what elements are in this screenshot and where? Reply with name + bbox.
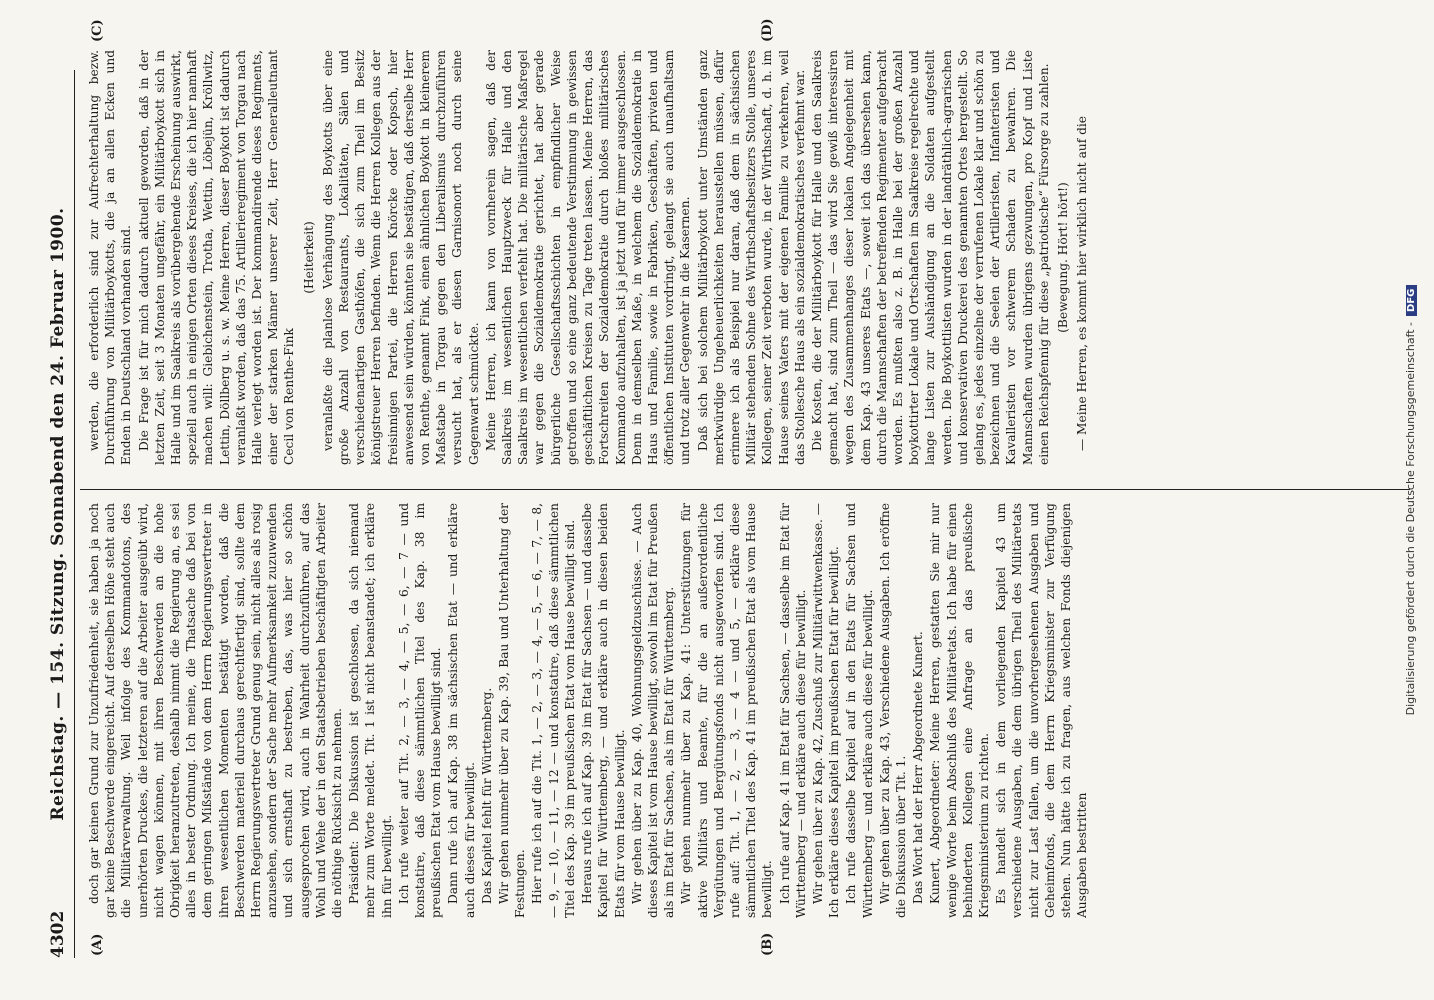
paragraph: Kunert, Abgeordneter: Meine Herren, gestatten Sie mir nur wenige Worte beim Abschluß des Militäretats. Ich habe für einen behinderten Kollegen eine Anfrage an das preußische Kriegsministerium zu richten. (928, 503, 991, 918)
paragraph: werden, die erforderlich sind zur Aufrechterhaltung bezw. Durchführung von Militärboykotts, die ja an allen Ecken und Enden in Deutschland vorhanden sind. (87, 50, 134, 465)
paragraph: — Meine Herren, es kommt hier wirklich nicht auf die (1075, 116, 1090, 451)
dfg-logo: DFG (1406, 285, 1417, 316)
left-column (86, 503, 1406, 918)
paragraph: Wir gehen über zu Kap. 42, Zuschuß zur Militärwittwenkasse. — Ich erkläre dieses Kapitel im preußischen Etat für bewilligt. (810, 503, 842, 918)
paragraph: Die Kosten, die der Militärboykott für Halle und den Saalkreis gemacht hat, sind zum Theil — das wird Sie gewiß interessiren wegen des Zusammenhanges dieser lokalen Angelegenheit mit dem Kap. 43 unseres Etats —, soweit ich das übersehen kann, durch die Mannschaften der betreffenden Regimenter aufgebracht worden. Es mußten also z. B. in Halle bei der großen Anzahl boykottirter Lokale und Ortschaften im Saalkreise regelrechte und lange Listen zur Aushändigung an die Soldaten aufgestellt werden. Die Boykottlisten wurden in der landräthlich-agrarischen und konservativen Druckerei des genannten Ortes hergestellt. So gelang es, jedes einzelne der verrufenen Lokale klar und schön zu bezeichnen und die Seelen der Artilleristen, Infanteristen und Kavalleristen vor schwerem Schaden zu bewahren. Die Mannschaften wurden übrigens gezwungen, pro Kopf und Liste einen Reichspfennig für diese „patriotische“ Fürsorge zu zahlen. (809, 50, 1051, 465)
paragraph: Wir gehen über zu Kap. 43, Verschiedene Ausgaben. Ich eröffne die Diskussion über Tit. 1. (877, 503, 908, 918)
paragraph: Wir gehen nunmehr über zu Kap. 39, Bau und Unterhaltung der Festungen. (497, 503, 528, 918)
interjection: (Bewegung. Hört! hört!) (1055, 182, 1070, 333)
paragraph: Das Kapitel fehlt für Württemberg. (479, 687, 494, 904)
paragraph: veranlaßte die planlose Verhängung des Boykotts über eine große Anzahl von Restaurants, Lokalitäten, Sälen und verschiedenartigen Gasthöfen, die sich zum Theil im Besitz königstreuer Herren befinden. Wenn die Herren Kollegen aus der freisinnigen Partei, die Herren Knörcke oder Kopsch, hier anwesend sein würden, könnten sie bestätigen, daß derselbe Herr von Renthe, genannt Fink, einen ähnlichen Boykott in kleinerem Maßstabe in Torgau gegen den Liberalismus durchzuführen versucht hat, als er diesen Garnisonort noch durch seine Gegenwart schmückte. (320, 50, 481, 465)
interjection: (Heiterkeit) (301, 221, 316, 294)
margin-marker-c: (C) (90, 19, 105, 42)
paragraph: Daß sich bei solchem Militärboykott unter Umständen ganz merkwürdige Ungeheuerlichkeiten herausstellen müssen, dafür erinnere ich als Beispiel nur daran, daß dem in sächsischen Militär stehenden Sohne des Wirthschaftsbesitzers Stolle, unseres Kollegen, seiner Zeit verboten wurde, in der Wirthschaft, d. h. im Hause seines Vaters mit der eigenen Familie zu verkehren, weil das Stollesche Haus als ein sozialdemokratisches verfehmt war. (695, 50, 807, 465)
paragraph: Das Wort hat der Herr Abgeordnete Kunert. (911, 631, 926, 904)
page-number: 4302 (48, 910, 68, 958)
column-divider (80, 489, 1410, 490)
paragraph: Hier rufe ich auf die Tit. 1, — 2, — 3, — 4, — 5, — 6, — 7, — 8, — 9, — 10, — 11, — 12 — und konstatire, daß diese sämmtlichen Titel des Kap. 39 im preußischen Etat vom Hause bewilligt sind. (530, 503, 577, 918)
margin-marker-b: (B) (760, 932, 775, 956)
paragraph: Die Frage ist für mich dadurch aktuell geworden, daß in der letzten Zeit, seit 3 Monaten ungefähr, ein Militärboykott sich in Halle und im Saalkreis als vorübergehende Erscheinung auswirkt, speziell auch in einigen Orten dieses Kreises, die ich hier namhaft machen will: Giebichenstein, Trotha, Wettin, Löbejün, Kröllwitz, Lettin, Döllberg u. s. w. Meine Herren, dieser Boykott ist dadurch veranlaßt worden, daß das 75. Artillerieregiment von Torgau nach Halle verlegt worden ist. Der kommandirende dieses Regiments, einer der starken Männer unserer Zeit, Herr Generalleutnant Cecil von Renthe-Fink (136, 50, 297, 465)
paragraph: Ich rufe dasselbe Kapitel auf in den Etats für Sachsen und Württemberg — und erkläre auch diese für bewilligt. (844, 503, 875, 918)
margin-marker-a: (A) (90, 933, 105, 956)
paragraph: Wir gehen nunmehr über zu Kap. 41: Unterstützungen für aktive Militärs und Beamte, für die an außerordentliche Vergütungen und Bergütungsfonds nicht ausgeworfen sind. Ich rufe auf: Tit. 1, — 2, — 3, — 4 — und 5, — erkläre diese sämmtlichen Titel des Kap. 41 im preußischen Etat als vom Hause bewilligt. (679, 503, 775, 918)
credit-text: Digitalisierung gefördert durch die Deutsche Forschungsgemeinschaft - (1404, 321, 1417, 716)
page-header (40, 70, 75, 958)
paragraph: Ich rufe auf Kap. 41 im Etat für Sachsen, — dasselbe im Etat für Württemberg — und erkläre auch diese für bewilligt. (777, 503, 808, 918)
margin-marker-d: (D) (760, 18, 775, 42)
paragraph: Ich rufe weiter auf Tit. 2, — 3, — 4, — 5, — 6, — 7 — und konstatire, daß diese sämmtlichen Titel des Kap. 38 im preußischen Etat vom Hause bewilligt sind. (396, 503, 444, 918)
page-title: Reichstag. — 154. Sitzung. Sonnabend den 24. Februar 1900. (48, 207, 68, 821)
paragraph: Dann rufe ich auf Kap. 38 im sächsischen Etat — und erkläre auch dieses für bewilligt. (446, 503, 477, 918)
paragraph: Meine Herren, ich kann von vornherein sagen, daß der Saalkreis im wesentlichen Hauptzweck für Halle und den Saalkreis im wesentlichen verfehlt hat. Die militärische Maßregel war gegen die Sozialdemokratie gerichtet, hat aber gerade bürgerliche Gesellschaftsschichten in empfindlicher Weise getroffen und so eine ganz bedeutende Verstimmung in gewissen geschäftlichen Kreisen zu Tage treten lassen. Meine Herren, das Fortschreiten der Sozialdemokratie durch bloßes militärisches Kommando aufzuhalten, ist ja jetzt und für immer ausgeschlossen. Denn in demselben Maße, in welchem die Sozialdemokratie in Haus und Familie, sowie in Fabriken, Geschäften, privaten und öffentlichen Instituten vordringt, gelangt sie auch unaufhaltsam und trotz aller Gegenwehr in die Kasernen. (483, 50, 693, 465)
paragraph: Heraus rufe ich auf Kap. 39 im Etat für Sachsen — und dasselbe Kapitel für Württemberg, — und erkläre auch in diesen beiden Etats für vom Hause bewilligt. (580, 503, 627, 918)
right-column (86, 50, 1406, 465)
paragraph: doch gar keinen Grund zur Unzufriedenheit, sie haben ja noch gar keine Beschwerde eingereicht. Auf derselben Höhe steht auch die Militärverwaltung. Weil infolge des Kommandotons, des unerhörten Druckes, die letzteren auf die Arbeiter ausgeübt wird, nicht wagen können, mit ihren Beschwerden an die hohe Obrigkeit heranzutreten, deshalb nimmt die Regierung an, es sei alles in bester Ordnung. Ich meine, die Thatsache daß bei von dem geringen Mißstände von dem Herrn Regierungsvertreter in ihren wesentlichen Momenten bestätigt worden, daß die Beschwerden materiell durchaus gerechtfertigt sind, sollte dem Herrn Regierungsvertreter Grund genug sein, nicht alles als rosig anzusehen, sondern der Sache mehr Aufmerksamkeit zuzuwenden und sich ernsthaft zu bestreben, das, was hier so schön ausgesprochen wird, auch in Wahrheit durchzuführen, auf das Wohl und Wehe der in den Staatsbetrieben beschäftigten Arbeiter die nöthige Rücksicht zu nehmen. (87, 503, 345, 918)
digitization-credit (1404, 0, 1424, 1000)
paragraph: Wir gehen über zu Kap. 40, Wohnungsgeldzuschüsse. — Auch dieses Kapitel ist vom Hause bewilligt, sowohl im Etat für Preußen als im Etat für Sachsen, als im Etat für Württemberg. (629, 503, 677, 918)
paragraph: Präsident: Die Diskussion ist geschlossen, da sich niemand mehr zum Worte meldet. Tit. 1 ist nicht beanstandet; ich erkläre ihn für bewilligt. (347, 503, 394, 918)
paragraph: Es handelt sich in dem vorliegenden Kapitel 43 um verschiedene Ausgaben, die dem übrigen Theil des Militäretats nicht zur Last fallen, um die unvorhergesehenen Ausgaben und Geheimfonds, die dem Herrn Kriegsminister zur Verfügung stehen. Nun hätte ich zu fragen, aus welchen Fonds diejenigen Ausgaben bestritten (994, 503, 1090, 918)
